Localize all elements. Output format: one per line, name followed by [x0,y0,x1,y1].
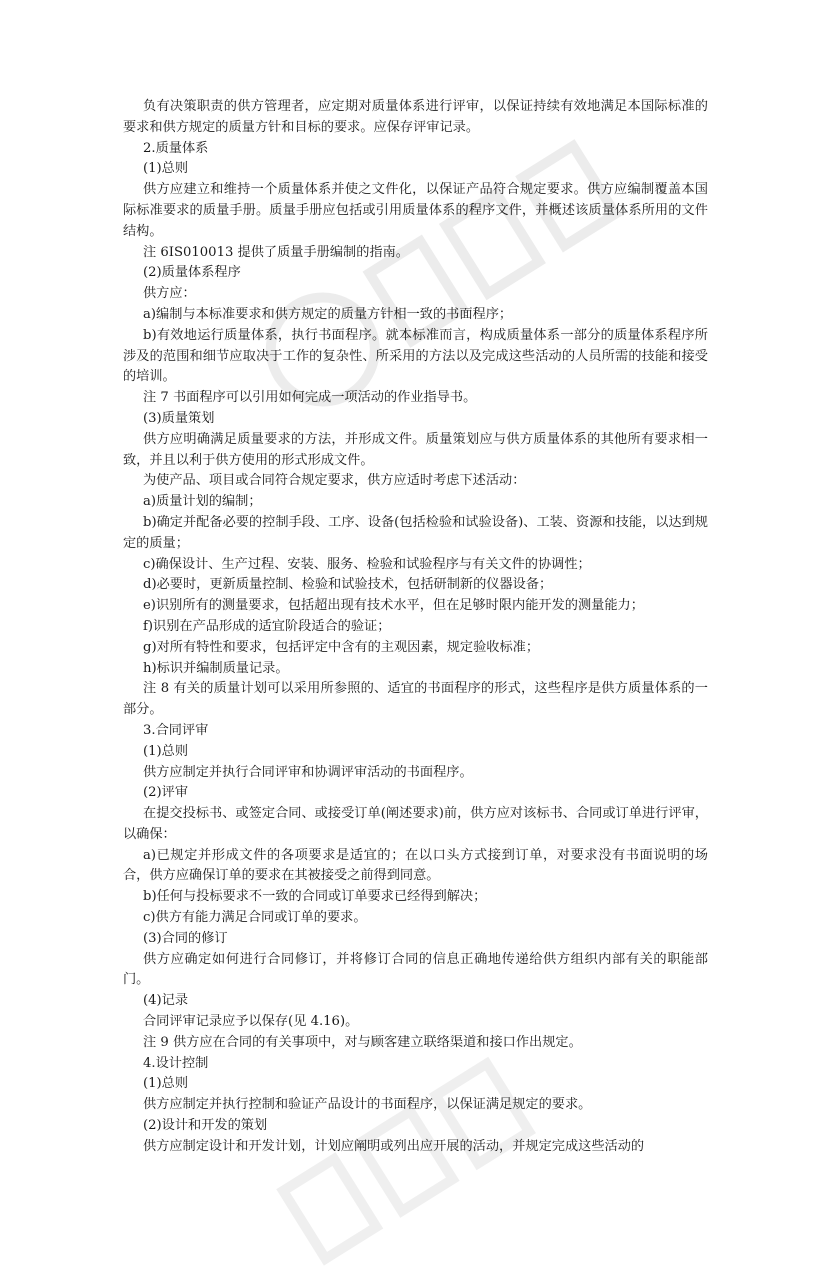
document-body [123,97,708,1158]
list-item: h)标识并编制质量记录。 [143,660,289,676]
paragraph: 供方应建立和维持一个质量体系并使之文件化，以保证产品符合规定要求。供方应编制覆盖本国际标准要求的质量手册。质量手册应包括或引用质量体系的程序文件，并概述该质量体系所用的文件结构。 [123,182,708,239]
subsection-heading: (3)质量策划 [143,410,215,426]
note: 注 9 供方应在合同的有关事项中，对与顾客建立联络渠道和接口作出规定。 [143,1034,582,1050]
paragraph: 供方应制定设计和开发计划，计划应阐明或列出应开展的活动，并规定完成这些活动的 [143,1138,645,1154]
note: 注 8 有关的质量计划可以采用所参照的、适宜的书面程序的形式，这些程序是供方质量体系的一部分。 [123,681,708,718]
subsection-heading: (4)记录 [143,993,189,1009]
paragraph: 负有决策职责的供方管理者，应定期对质量体系进行评审，以保证持续有效地满足本国际标准的要求和供方规定的质量方针和目标的要求。应保存评审记录。 [123,99,708,135]
list-item: a)质量计划的编制； [143,494,262,510]
paragraph: 合同评审记录应予以保存(见 4.16)。 [143,1014,359,1030]
paragraph: 供方应确定如何进行合同修订，并将修订合同的信息正确地传递给供方组织内部有关的职能部门。 [123,951,708,988]
list-item: e)识别所有的测量要求，包括超出现有技术水平，但在足够时限内能开发的测量能力； [143,598,644,614]
subsection-heading: (3)合同的修订 [143,930,228,946]
paragraph: 为使产品、项目或合同符合规定要求，供方应适时考虑下述活动： [143,473,526,489]
subsection-heading: (2)评审 [143,785,189,801]
list-item: b)有效地运行质量体系，执行书面程序。就本标准而言，构成质量体系一部分的质量体系程序所涉及的范围和细节应取决于工作的复杂性、所采用的方法以及完成这些活动的人员所需的技能和接受的培训。 [123,327,708,385]
note: 注 6IS010013 提供了质量手册编制的指南。 [143,244,409,260]
paragraph: 供方应： [143,286,196,302]
subsection-heading: (1)总则 [143,743,189,759]
list-item: b)确定并配备必要的控制手段、工序、设备(包括检验和试验设备)、工装、资源和技能，以达到规定的质量； [123,514,708,551]
list-item: d)必要时，更新质量控制、检验和试验技术，包括研制新的仪器设备； [143,577,553,593]
list-item: b)任何与投标要求不一致的合同或订单要求已经得到解决； [143,889,487,905]
subsection-heading: (1)总则 [143,161,189,177]
subsection-heading: (2)设计和开发的策划 [143,1118,268,1134]
list-item: g)对所有特性和要求，包括评定中含有的主观因素，规定验收标准； [143,639,540,655]
subsection-heading: (2)质量体系程序 [143,265,241,281]
note: 注 7 书面程序可以引用如何完成一项活动的作业指导书。 [143,390,477,406]
list-item: c)确保设计、生产过程、安装、服务、检验和试验程序与有关文件的协调性； [143,556,591,572]
paragraph: 供方应明确满足质量要求的方法，并形成文件。质量策划应与供方质量体系的其他所有要求相一致，并且以利于供方使用的形式形成文件。 [123,431,708,468]
list-item: a)已规定并形成文件的各项要求是适宜的；在以口头方式接到订单，对要求没有书面说明的场合，供方应确保订单的要求在其被接受之前得到同意。 [123,847,708,884]
paragraph: 供方应制定并执行控制和验证产品设计的书面程序，以保证满足规定的要求。 [143,1097,592,1113]
subsection-heading: (1)总则 [143,1076,189,1092]
section-heading: 2.质量体系 [143,140,209,156]
paragraph: 供方应制定并执行合同评审和协调评审活动的书面程序。 [143,764,473,780]
list-item: f)识别在产品形成的适宜阶段适合的验证； [143,618,391,634]
section-heading: 3.合同评审 [143,722,209,738]
list-item: c)供方有能力满足合同或订单的要求。 [143,910,367,926]
list-item: a)编制与本标准要求和供方规定的质量方针相一致的书面程序； [143,306,513,322]
section-heading: 4.设计控制 [143,1055,209,1071]
paragraph: 在提交投标书、或签定合同、或接受订单(阐述要求)前，供方应对该标书、合同或订单进行评审，以确保： [123,806,708,842]
